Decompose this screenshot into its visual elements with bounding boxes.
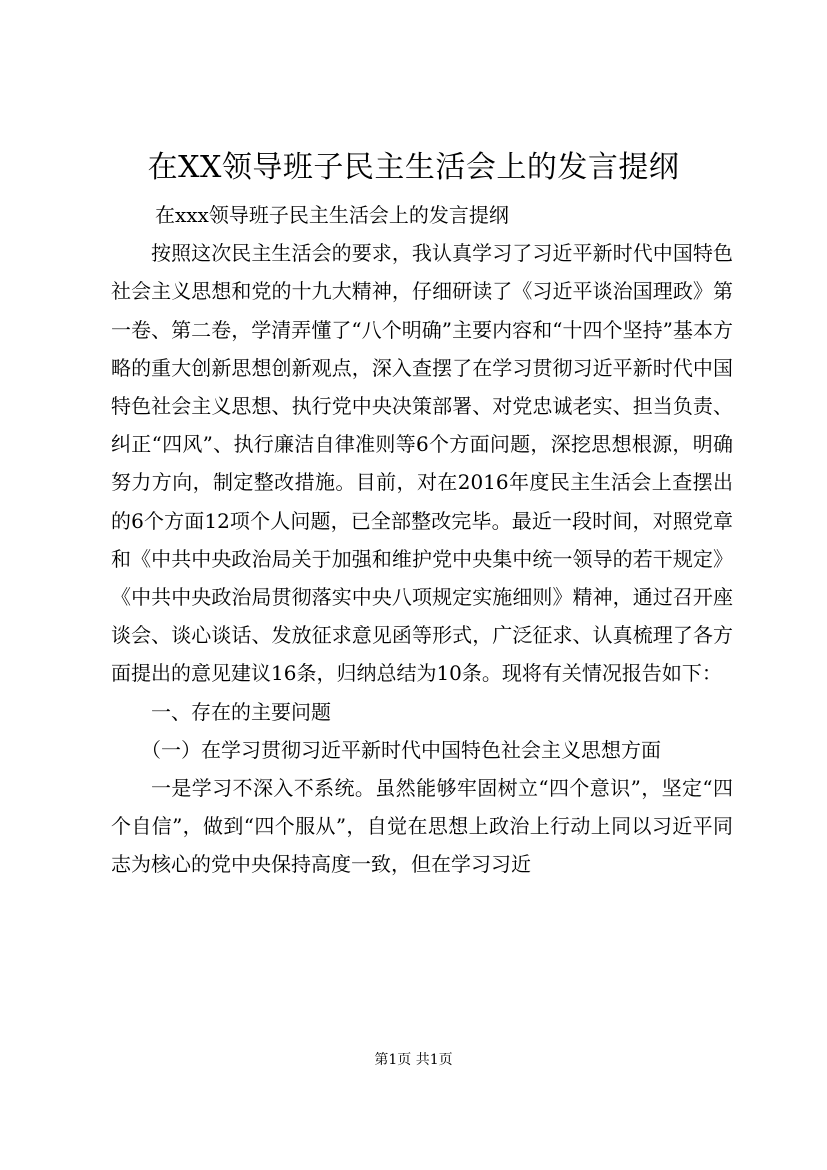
- page-number-footer: 第1页 共1页: [374, 1052, 453, 1068]
- intro-paragraph: 按照这次民主生活会的要求，我认真学习了习近平新时代中国特色社会主义思想和党的十九大精神，仔细研读了《习近平谈治国理政》第一卷、第二卷，学清弄懂了“八个明确”主要内容和“十四个坚持”基本方略的重大创新思想创新观点，深入查摆了在学习贯彻习近平新时代中国特色社会主义思想、执行党中央决策部署、对党忠诚老实、担当负责、纠正“四风”、执行廉洁自律准则等6个方面问题，深挖思想根源，明确努力方向，制定整改措施。目前，对在2016年度民主生活会上查摆出的6个方面12项个人问题，已全部整改完毕。最近一段时间，对照党章和《中共中央政治局关于加强和维护党中央集中统一领导的若干规定》《中共中央政治局贯彻落实中央八项规定实施细则》精神，通过召开座谈会、谈心谈话、发放征求意见函等形式，广泛征求、认真梳理了各方面提出的意见建议16条，归纳总结为10条。现将有关情况报告如下：: [111, 241, 733, 686]
- section-heading: 一、存在的主要问题: [151, 699, 331, 724]
- document-body: [111, 196, 733, 884]
- body-paragraph: 一是学习不深入不系统。虽然能够牢固树立“四个意识”，坚定“四个自信”，做到“四个服从”，自觉在思想上政治上行动上同以习近平同志为核心的党中央保持高度一致，但在学习习近: [111, 776, 733, 877]
- document-subtitle: 在xxx领导班子民主生活会上的发言提纲: [155, 203, 509, 227]
- subsection-heading: （一）在学习贯彻习近平新时代中国特色社会主义思想方面: [141, 737, 661, 762]
- document-title: 在XX领导班子民主生活会上的发言提纲: [147, 150, 680, 185]
